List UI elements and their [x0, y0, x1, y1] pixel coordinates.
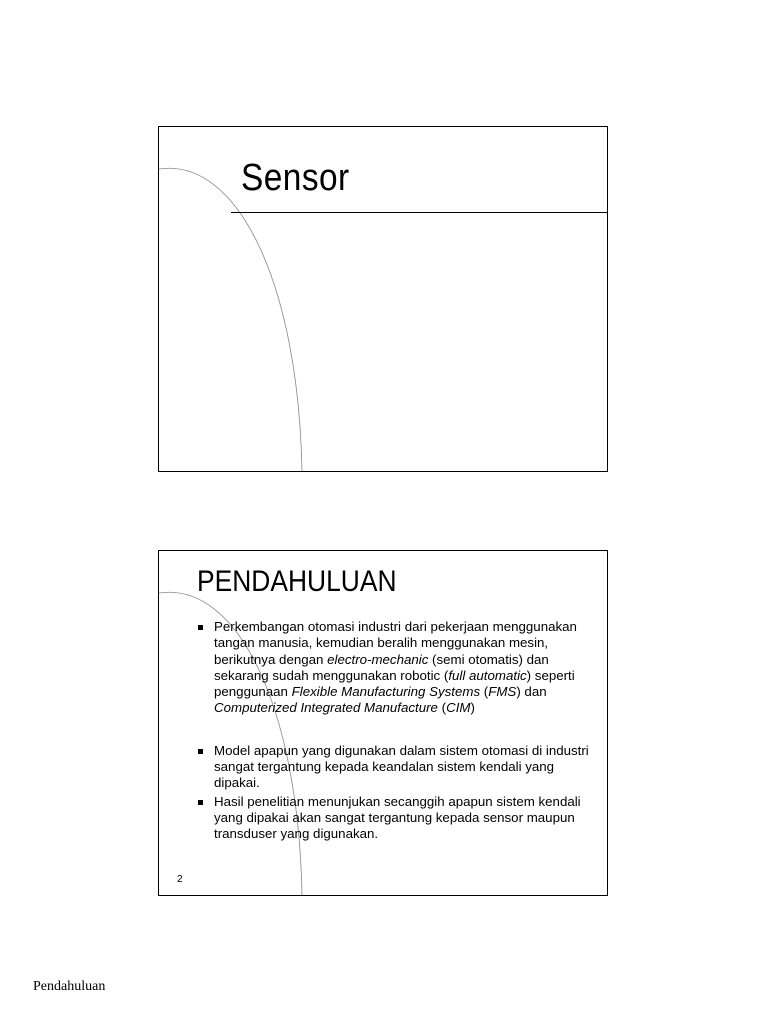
bullet-text-italic: CIM — [446, 700, 471, 716]
bullet-square-icon — [198, 800, 203, 805]
title-divider — [231, 212, 607, 213]
bullet-text: ) — [470, 700, 475, 716]
bullet-text-italic: full automatic — [448, 667, 527, 683]
bullet-item — [197, 619, 597, 717]
bullet-item — [197, 743, 597, 792]
bullet-text-italic: electro-mechanic — [327, 651, 429, 667]
bullet-text: ) seperti penggunaan — [214, 667, 575, 700]
bullet-list — [197, 619, 597, 843]
slide-pendahuluan — [158, 550, 608, 896]
bullet-text: ( — [437, 700, 447, 716]
bullet-text: ) dan — [516, 684, 547, 700]
bullet-square-icon — [198, 625, 203, 630]
page-footer: Pendahuluan — [33, 979, 106, 994]
bullet-text-italic: Computerized Integrated Manufacture — [214, 700, 438, 716]
bullet-text-italic: FMS — [488, 684, 517, 700]
bullet-square-icon — [198, 749, 203, 754]
bullet-text-italic: Flexible Manufacturing Systems — [291, 684, 481, 700]
bullet-text: Model apapun yang digunakan dalam sistem otomasi di industri sangat tergantung kepada keandalan sistem kendali yang dipakai. — [214, 742, 589, 791]
bullet-text: ( — [480, 684, 489, 700]
slide-sensor — [158, 126, 608, 472]
page-number: 2 — [177, 874, 183, 885]
bullet-text: Hasil penelitian menunjukan secanggih apapun sistem kendali yang dipakai akan sangat tergantung kepada sensor maupun transduser yang digunakan. — [214, 793, 581, 842]
slide-title: PENDAHULUAN — [197, 565, 397, 598]
bullet-item — [197, 794, 597, 843]
decorative-arc — [159, 127, 608, 472]
bullet-text: Perkembangan otomasi industri dari pekerjaan menggunakan tangan manusia, kemudian beralih menggunakan mesin, berikutnya dengan — [214, 619, 577, 667]
bullet-text: (semi otomatis) dan sekarang sudah menggunakan robotic ( — [214, 651, 549, 683]
slide-title: Sensor — [241, 157, 350, 199]
